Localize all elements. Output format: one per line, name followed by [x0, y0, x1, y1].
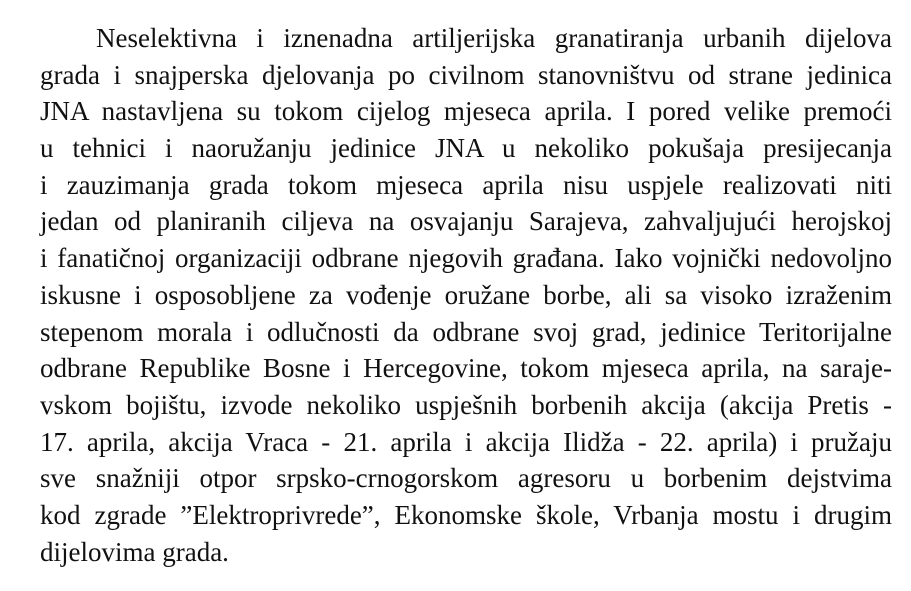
paragraph-line: dijelovima grada. — [40, 536, 229, 567]
paragraph-line: Neselektivna i iznenadna artiljerijska granatiranja urbanih dijelova — [96, 23, 892, 53]
paragraph-line: i zauzimanja grada tokom mjeseca aprila nisu uspjele realizovati niti — [40, 169, 892, 200]
paragraph-line: jedan od planiranih ciljeva na osvajanju Sarajeva, zahvaljujući herojskoj — [40, 206, 892, 237]
paragraph-line: grada i snajperska djelovanja po civilnom stanovništvu od strane jedinica — [40, 59, 892, 90]
paragraph-line: sve snažniji otpor srpsko-crnogorskom agresoru u borbenim dejstvima — [40, 463, 892, 494]
document-page — [40, 20, 892, 570]
paragraph-line: JNA nastavljena su tokom cijelog mjeseca aprila. I pored velike premoći — [40, 96, 892, 127]
paragraph-line: kod zgrade ”Elektroprivrede”, Ekonomske škole, Vrbanja mostu i drugim — [40, 499, 892, 530]
paragraph-line: u tehnici i naoružanju jedinice JNA u nekoliko pokušaja presijecanja — [40, 133, 892, 164]
paragraph-line: 17. aprila, akcija Vraca - 21. aprila i akcija Ilidža - 22. aprila) i pružaju — [40, 426, 892, 457]
paragraph-line: stepenom morala i odlučnosti da odbrane svoj grad, jedinice Teritorijalne — [40, 316, 892, 347]
paragraph-line: odbrane Republike Bosne i Hercegovine, tokom mjeseca aprila, na saraje- — [40, 353, 892, 384]
body-paragraph — [40, 20, 892, 570]
paragraph-line: vskom bojištu, izvode nekoliko uspješnih borbenih akcija (akcija Pretis - — [40, 389, 892, 420]
paragraph-line: iskusne i osposobljene za vođenje oružane borbe, ali sa visoko izraženim — [40, 279, 892, 310]
paragraph-line: i fanatičnoj organizaciji odbrane njegovih građana. Iako vojnički nedovoljno — [40, 243, 892, 274]
